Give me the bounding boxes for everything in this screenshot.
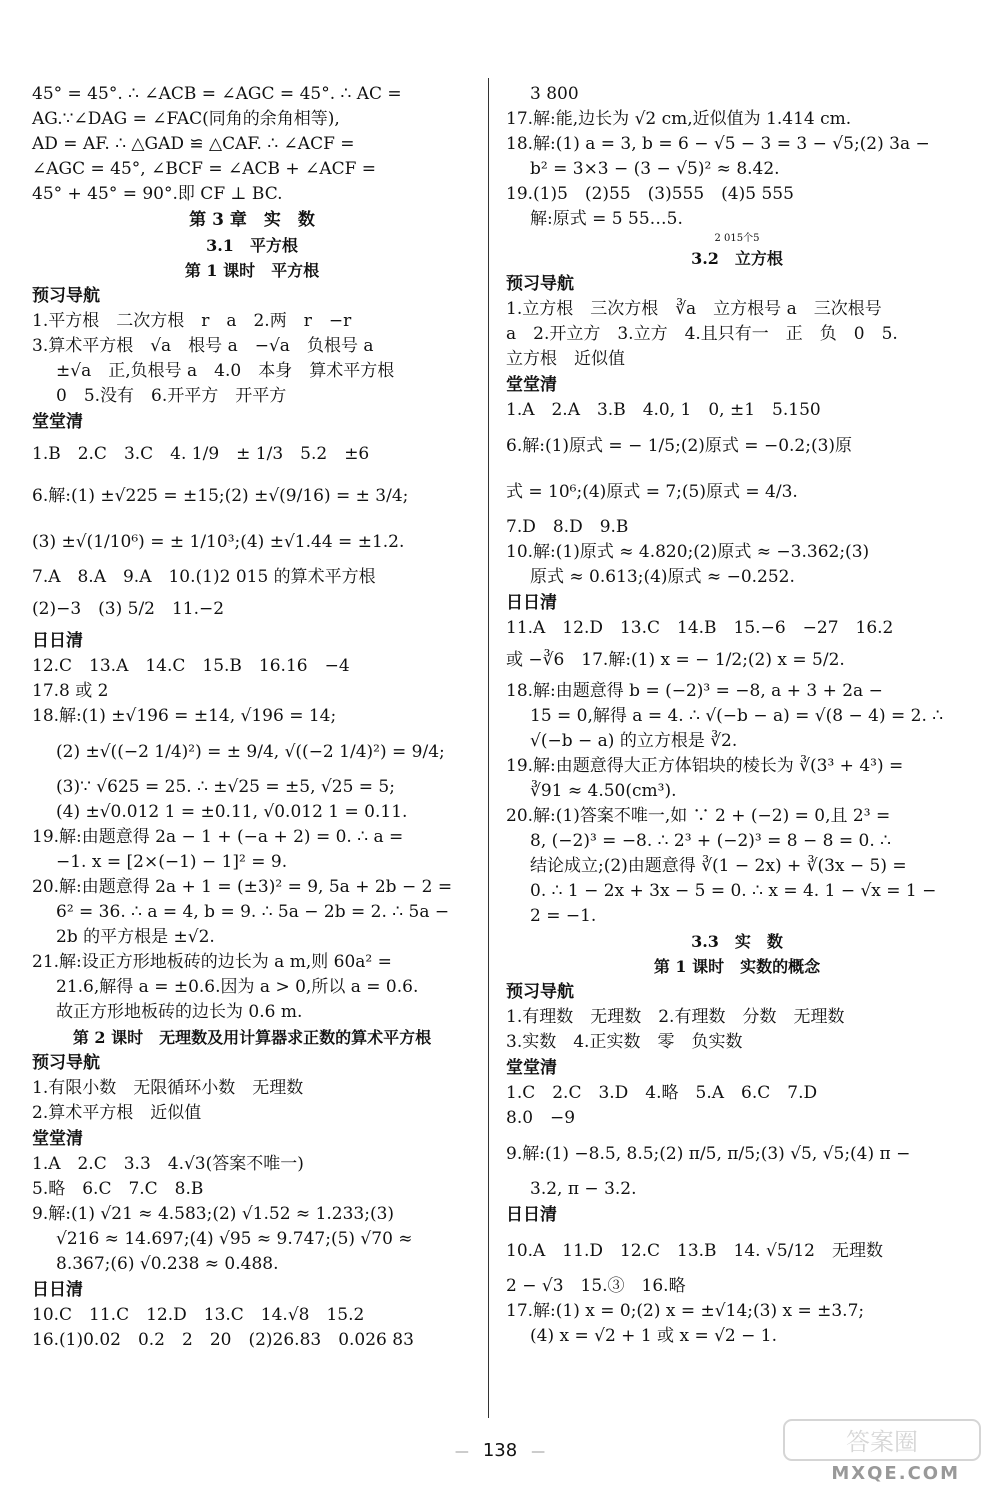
- answer-line: 18.解:(1) ±√196 = ±14, √196 = 14;: [32, 706, 337, 726]
- answer-line: 5.略 6.C 7.C 8.B: [32, 1179, 204, 1199]
- watermark-text: 答案圈: [846, 1428, 918, 1456]
- answer-line: 6.解:(1)原式 = − 1/5;(2)原式 = −0.2;(3)原: [506, 436, 853, 456]
- answer-line: 2 − √3 15.③ 16.略: [506, 1276, 686, 1296]
- answer-line: ∠AGC = 45°, ∠BCF = ∠ACB + ∠ACF =: [32, 159, 377, 179]
- answer-line: (2) ±√((−2 1/4)²) = ± 9/4, √((−2 1/4)²) = 9/4;: [56, 742, 445, 762]
- answer-line: 1.立方根 三次方根 ∛a 立方根号 a 三次根号: [506, 299, 882, 319]
- answer-line: 10.C 11.C 12.D 13.C 14.√8 15.2: [32, 1305, 365, 1325]
- right-column: [506, 82, 968, 1349]
- answer-line: √216 ≈ 14.697;(4) √95 ≈ 9.747;(5) √70 ≈: [56, 1229, 413, 1249]
- answer-line: 8, (−2)³ = −8. ∴ 2³ + (−2)³ = 8 − 8 = 0. ∴: [530, 831, 891, 851]
- answer-line: AD = AF. ∴ △GAD ≌ △CAF. ∴ ∠ACF =: [32, 134, 355, 154]
- section-heading: 日日清: [32, 631, 83, 651]
- answer-line: 21.解:设正方形地板砖的边长为 a m,则 60a² =: [32, 952, 392, 972]
- answer-line: 6.解:(1) ±√225 = ±15;(2) ±√(9/16) = ± 3/4;: [32, 486, 409, 506]
- answer-line: 2.算术平方根 近似值: [32, 1103, 202, 1123]
- answer-line: 8.367;(6) √0.238 ≈ 0.488.: [56, 1254, 279, 1274]
- answer-line: 17.8 或 2: [32, 681, 109, 701]
- answer-line: 7.D 8.D 9.B: [506, 517, 629, 537]
- answer-line: ±√a 正,负根号 a 4.0 本身 算术平方根: [56, 361, 395, 381]
- answer-line: 8.0 −9: [506, 1108, 576, 1128]
- answer-line: 19.解:由题意得大正方体铝块的棱长为 ∛(3³ + 4³) =: [506, 756, 904, 776]
- answer-line: 16.(1)0.02 0.2 2 20 (2)26.83 0.026 83: [32, 1330, 414, 1350]
- left-column: [32, 82, 472, 1353]
- answer-line: 18.解:由题意得 b = (−2)³ = −8, a + 3 + 2a −: [506, 681, 883, 701]
- answer-line: 45° = 45°. ∴ ∠ACB = ∠AGC = 45°. ∴ AC =: [32, 84, 402, 104]
- lesson-title: 3.3 实 数: [691, 932, 783, 951]
- lesson-title: 第 1 课时 实数的概念: [653, 957, 821, 976]
- section-heading: 预习导航: [506, 274, 574, 294]
- lesson-title: 3.1 平方根: [206, 236, 298, 255]
- page-number: — 138 —: [0, 1440, 1000, 1461]
- answer-line: (3)∵ √625 = 25. ∴ ±√25 = ±5, √25 = 5;: [56, 777, 395, 797]
- answer-line: 3.实数 4.正实数 零 负实数: [506, 1032, 743, 1052]
- section-heading: 预习导航: [32, 286, 100, 306]
- answer-line: 6² = 36. ∴ a = 4, b = 9. ∴ 5a − 2b = 2. ∴ 5a −: [56, 902, 450, 922]
- answer-line: 12.C 13.A 14.C 15.B 16.16 −4: [32, 656, 350, 676]
- answer-line: 21.6,解得 a = ±0.6.因为 a > 0,所以 a = 0.6.: [56, 977, 419, 997]
- answer-line: 3 800: [530, 84, 579, 104]
- answer-line: 7.A 8.A 9.A 10.(1)2 015 的算术平方根: [32, 567, 376, 587]
- answer-line: 1.A 2.C 3.3 4.√3(答案不唯一): [32, 1154, 304, 1174]
- answer-line: 18.解:(1) a = 3, b = 6 − √5 − 3 = 3 − √5;(2) 3a −: [506, 134, 930, 154]
- answer-line: 19.(1)5 (2)55 (3)555 (4)5 555: [506, 184, 794, 204]
- answer-line: 1.有理数 无理数 2.有理数 分数 无理数: [506, 1007, 845, 1027]
- answer-line: 9.解:(1) −8.5, 8.5;(2) π/5, π/5;(3) √5, √5;(4) π −: [506, 1144, 911, 1164]
- answer-line: 3.2, π − 3.2.: [530, 1179, 637, 1199]
- answer-line: 2 = −1.: [530, 906, 597, 926]
- watermark-url: MXQE.COM: [831, 1463, 960, 1484]
- section-heading: 日日清: [506, 1205, 557, 1225]
- answer-line: 1.有限小数 无限循环小数 无理数: [32, 1078, 304, 1098]
- answer-line: (3) ±√(1/10⁶) = ± 1/10³;(4) ±√1.44 = ±1.2.: [32, 532, 405, 552]
- answer-line: 2b 的平方根是 ±√2.: [56, 927, 215, 947]
- section-heading: 堂堂清: [506, 375, 557, 395]
- answer-line: 1.平方根 二次方根 r a 2.两 r −r: [32, 311, 352, 331]
- answer-line: 0 5.没有 6.开平方 开平方: [56, 386, 287, 406]
- section-heading: 堂堂清: [32, 1129, 83, 1149]
- answer-line: 20.解:由题意得 2a + 1 = (±3)² = 9, 5a + 2b − 2 =: [32, 877, 453, 897]
- answer-line: 1.C 2.C 3.D 4.略 5.A 6.C 7.D: [506, 1083, 818, 1103]
- answer-line: 原式 ≈ 0.613;(4)原式 ≈ −0.252.: [530, 567, 795, 587]
- answer-line: 0. ∴ 1 − 2x + 3x − 5 = 0. ∴ x = 4. 1 − √x = 1 −: [530, 881, 937, 901]
- answer-line: 19.解:由题意得 2a − 1 + (−a + 2) = 0. ∴ a =: [32, 827, 404, 847]
- answer-line: 结论成立;(2)由题意得 ∛(1 − 2x) + ∛(3x − 5) =: [530, 856, 907, 876]
- annotation: 2 015个5: [714, 233, 760, 244]
- section-heading: 堂堂清: [32, 412, 83, 432]
- answer-line: (4) ±√0.012 1 = ±0.11, √0.012 1 = 0.11.: [56, 802, 408, 822]
- answer-line: 解:原式 = 5 55…5.: [530, 209, 683, 229]
- answer-line: 11.A 12.D 13.C 14.B 15.−6 −27 16.2: [506, 618, 894, 638]
- answer-line: a 2.开立方 3.立方 4.且只有一 正 负 0 5.: [506, 324, 898, 344]
- section-heading: 预习导航: [32, 1053, 100, 1073]
- answer-line: 17.解:(1) x = 0;(2) x = ±√14;(3) x = ±3.7;: [506, 1301, 865, 1321]
- section-heading: 日日清: [32, 1280, 83, 1300]
- section-heading: 堂堂清: [506, 1058, 557, 1078]
- answer-line: (4) x = √2 + 1 或 x = √2 − 1.: [530, 1326, 778, 1346]
- answer-line: 3.算术平方根 √a 根号 a −√a 负根号 a: [32, 336, 374, 356]
- answer-line: 20.解:(1)答案不唯一,如 ∵ 2 + (−2) = 0,且 2³ =: [506, 806, 891, 826]
- answer-line: b² = 3×3 − (3 − √5)² ≈ 8.42.: [530, 159, 780, 179]
- answer-line: 9.解:(1) √21 ≈ 4.583;(2) √1.52 ≈ 1.233;(3): [32, 1204, 395, 1224]
- answer-line: ∛91 ≈ 4.50(cm³).: [530, 781, 677, 801]
- answer-line: 立方根 近似值: [506, 349, 625, 369]
- answer-line: 或 −∛6 17.解:(1) x = − 1/2;(2) x = 5/2.: [506, 650, 845, 670]
- answer-line: (2)−3 (3) 5/2 11.−2: [32, 599, 225, 619]
- section-heading: 日日清: [506, 593, 557, 613]
- column-divider: [488, 78, 489, 1418]
- section-heading: 预习导航: [506, 982, 574, 1002]
- answer-line: 45° + 45° = 90°.即 CF ⊥ BC.: [32, 184, 283, 204]
- answer-line: 10.A 11.D 12.C 13.B 14. √5/12 无理数: [506, 1241, 883, 1261]
- answer-line: 式 = 10⁶;(4)原式 = 7;(5)原式 = 4/3.: [506, 482, 798, 502]
- answer-line: 1.A 2.A 3.B 4.0, 1 0, ±1 5.150: [506, 400, 821, 420]
- answer-line: 故正方形地板砖的边长为 0.6 m.: [56, 1002, 303, 1022]
- answer-line: AG.∵∠DAG = ∠FAC(同角的余角相等),: [32, 109, 340, 129]
- answer-line: −1. x = [2×(−1) − 1]² = 9.: [56, 852, 288, 872]
- answer-line: 1.B 2.C 3.C 4. 1/9 ± 1/3 5.2 ±6: [32, 444, 370, 464]
- chapter-title: 第 3 章 实 数: [189, 210, 315, 230]
- answer-line: 15 = 0,解得 a = 4. ∴ √(−b − a) = √(8 − 4) = 2. ∴: [530, 706, 944, 726]
- answer-line: 17.解:能,边长为 √2 cm,近似值为 1.414 cm.: [506, 109, 852, 129]
- lesson-title: 第 2 课时 无理数及用计算器求正数的算术平方根: [72, 1028, 432, 1047]
- answer-line: √(−b − a) 的立方根是 ∛2.: [530, 731, 738, 751]
- answer-line: 10.解:(1)原式 ≈ 4.820;(2)原式 ≈ −3.362;(3): [506, 542, 870, 562]
- lesson-title: 第 1 课时 平方根: [184, 261, 320, 280]
- lesson-title: 3.2 立方根: [691, 249, 783, 268]
